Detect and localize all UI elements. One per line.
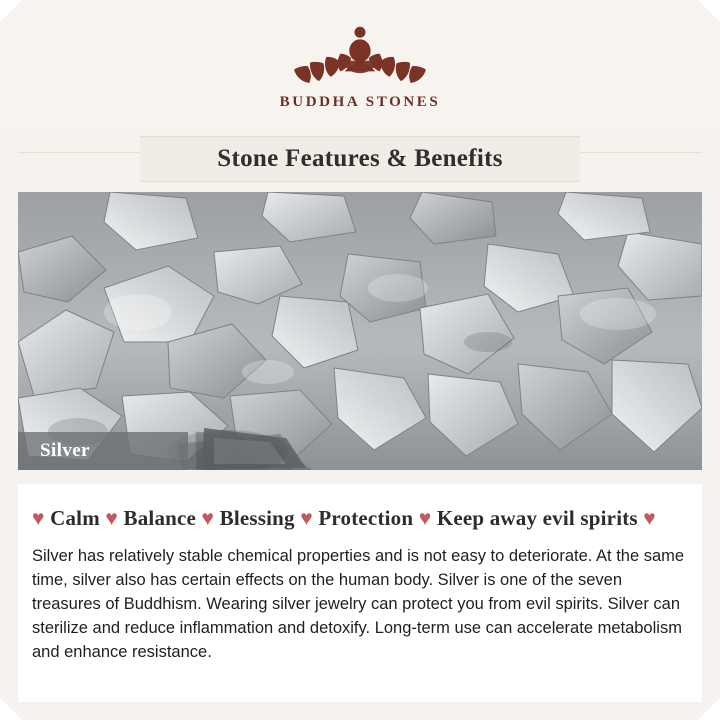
page-title: Stone Features & Benefits (217, 145, 503, 172)
footer-spacer (0, 702, 720, 720)
stone-description-text: Silver has relatively stable chemical properties and is not easy to deteriorate. At the same time, silver also has certain effects on the human body. Silver is one of the seven treasures of Buddhism. Wearing silver jewelry can protect you from evil spirits. Silver can sterilize and reduce inflammation and detoxify. Long-term use can accelerate metabolism and enhance resistance. (32, 547, 685, 661)
section-title-band (140, 136, 580, 182)
stone-description-panel (18, 484, 702, 702)
stone-name-badge (18, 432, 188, 470)
benefit-keywords: ♥ Calm ♥ Balance ♥ Blessing ♥ Protection ♥ Keep away evil spirits ♥ (32, 506, 656, 530)
corner-notch-bottom-left (0, 698, 22, 720)
stone-name: Silver (40, 440, 90, 461)
brand-name: BUDDHA STONES (279, 94, 441, 110)
brand-header (0, 0, 720, 130)
corner-notch-bottom-right (698, 698, 720, 720)
corner-notch-top-right (698, 0, 720, 22)
lotus-buddha-icon (271, 18, 449, 90)
stone-photo (18, 192, 702, 470)
corner-notch-top-left (0, 0, 22, 22)
